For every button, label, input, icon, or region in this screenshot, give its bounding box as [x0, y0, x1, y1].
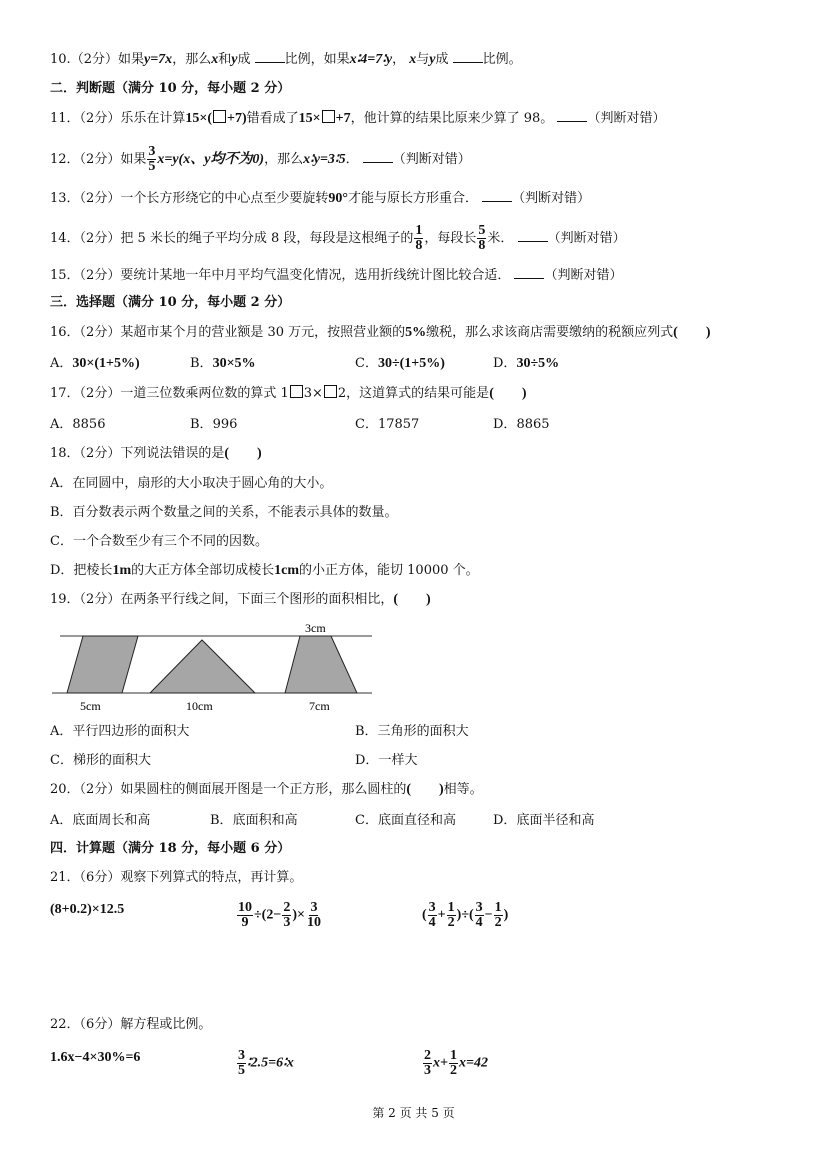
parallelogram-shape	[67, 636, 138, 693]
equation: 1.6x−4×30%=6	[50, 1050, 141, 1065]
parallel-lines-figure	[50, 618, 380, 718]
choice-option[interactable]: D．底面半径和高	[493, 813, 595, 828]
q20: 20．（2分）如果圆柱的侧面展开图是一个正方形，那么圆柱的( )相等。	[50, 782, 483, 797]
q21: 21．（6分）观察下列算式的特点，再计算。	[50, 870, 303, 885]
triangle-base-label: 10cm	[186, 699, 213, 713]
choice-option[interactable]: D．8865	[493, 417, 550, 432]
choice-option[interactable]: A．底面周长和高	[50, 813, 151, 828]
parallelogram-base-label: 5cm	[80, 699, 101, 713]
answer-blank[interactable]	[482, 189, 512, 202]
q15: 15．（2分）要统计某地一年中月平均气温变化情况，选用折线统计图比较合适． （判断对错）	[50, 268, 623, 283]
section-heading-choice: 三．选择题（满分 10 分，每小题 2 分）	[50, 295, 291, 310]
fraction: $\frac{3}{5}$	[148, 144, 156, 174]
choice-option[interactable]: A．在同圆中，扇形的大小取决于圆心角的大小。	[50, 476, 333, 491]
q12: 12．（2分）如果 $\frac{3}{5}$ x=y(x、y均不为0)，那么x∶y=3∶5． （判断对错）	[50, 144, 471, 174]
q17: 17．（2分）一道三位数乘两位数的算式 1 3× 2，这道算式的结果可能是( )	[50, 386, 527, 401]
blank-box	[213, 110, 226, 123]
choice-option[interactable]: B．三角形的面积大	[355, 724, 469, 739]
equation: $\frac{3}{5}$ ∶2.5=6∶x	[238, 1048, 294, 1078]
expression: ( $\frac{3}{4}$ + $\frac{1}{2}$ )÷( $\frac{3}{4}$ − $\frac{1}{2}$ )	[422, 900, 509, 930]
fraction: $\frac{5}{8}$	[478, 223, 486, 253]
q16: 16．（2分）某超市某个月的营业额是 30 万元，按照营业额的5%缴税，那么求该商店需要缴纳的税额应列式( )	[50, 325, 711, 340]
answer-blank[interactable]	[453, 50, 483, 63]
choice-option[interactable]: B．996	[190, 417, 238, 432]
blank-box	[322, 110, 335, 123]
answer-blank[interactable]	[557, 109, 587, 122]
blank-box	[324, 385, 337, 398]
choice-option[interactable]: A．平行四边形的面积大	[50, 724, 190, 739]
q14: 14．（2分）把 5 米长的绳子平均分成 8 段，每段是这根绳子的 $\frac{1}{8}$ ，每段长 $\frac{5}{8}$ 米． （判断对错）	[50, 223, 626, 253]
trapezoid-shape	[285, 636, 357, 693]
triangle-shape	[150, 640, 255, 693]
q22: 22．（6分）解方程或比例。	[50, 1017, 212, 1032]
section-heading-judge: 二．判断题（满分 10 分，每小题 2 分）	[50, 81, 291, 96]
choice-option[interactable]: D．30÷5%	[493, 356, 560, 371]
q19: 19．（2分）在两条平行线之间，下面三个图形的面积相比，( )	[50, 592, 431, 607]
choice-option[interactable]: D．一样大	[355, 753, 418, 768]
choice-option[interactable]: A．8856	[50, 417, 106, 432]
q10: 10.（2分）如果y=7x，那么x和y成 比例，如果x∶4=7∶y， x与y成 比例。	[50, 52, 522, 67]
choice-option[interactable]: B．百分数表示两个数量之间的关系，不能表示具体的数量。	[50, 505, 398, 520]
page-footer: 第 2 页 共 5 页	[372, 1106, 455, 1120]
choice-option[interactable]: C．底面直径和高	[355, 813, 456, 828]
trapezoid-top-label: 3cm	[305, 621, 326, 635]
answer-blank[interactable]	[518, 229, 548, 242]
answer-blank[interactable]	[514, 266, 544, 279]
choice-option[interactable]: C．梯形的面积大	[50, 753, 151, 768]
choice-option[interactable]: B．30×5%	[190, 356, 256, 371]
fraction: $\frac{1}{8}$	[415, 223, 423, 253]
choice-option[interactable]: D．把棱长1m的大正方体全部切成棱长1cm的小正方体，能切 10000 个。	[50, 563, 479, 578]
trapezoid-base-label: 7cm	[309, 699, 330, 713]
choice-option[interactable]: B．底面积和高	[210, 813, 298, 828]
expression: $\frac{10}{9}$ ÷(2− $\frac{2}{3}$ )× $\frac{3}{10}$	[238, 900, 321, 930]
q13: 13．（2分）一个长方形绕它的中心点至少要旋转90°才能与原长方形重合． （判断对错）	[50, 191, 591, 206]
choice-option[interactable]: C．30÷(1+5%)	[355, 356, 445, 371]
blank-box	[290, 385, 303, 398]
choice-option[interactable]: A．30×(1+5%)	[50, 356, 140, 371]
answer-blank[interactable]	[255, 50, 285, 63]
q18: 18．（2分）下列说法错误的是( )	[50, 446, 262, 461]
choice-option[interactable]: C．一个合数至少有三个不同的因数。	[50, 534, 268, 549]
equation: $\frac{2}{3}$ x+ $\frac{1}{2}$ x=42	[424, 1048, 488, 1078]
section-heading-calc: 四．计算题（满分 18 分，每小题 6 分）	[50, 841, 291, 856]
q11: 11．（2分）乐乐在计算15×( +7)错看成了15× +7，他计算的结果比原来少算了 98。 （判断对错）	[50, 111, 666, 126]
answer-blank[interactable]	[363, 150, 393, 163]
choice-option[interactable]: C．17857	[355, 417, 420, 432]
expression: (8+0.2)×12.5	[50, 902, 125, 917]
